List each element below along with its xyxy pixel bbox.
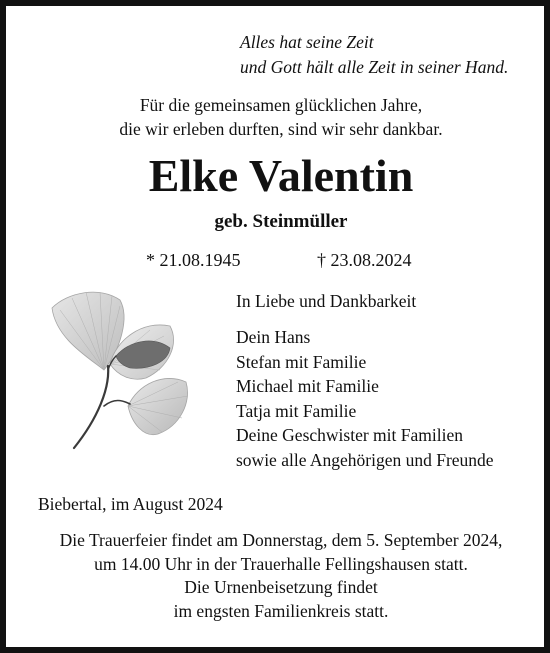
mourner-item: Dein Hans bbox=[236, 327, 311, 347]
closing-phrase: In Liebe und Dankbarkeit bbox=[236, 291, 417, 311]
motto-line-2: und Gott hält alle Zeit in seiner Hand. bbox=[240, 57, 509, 77]
gratitude-line-2: die wir erleben durften, sind wir sehr dankbar. bbox=[119, 119, 443, 139]
service-information bbox=[6, 529, 550, 623]
mourners-list bbox=[236, 325, 494, 473]
death-date: † 23.08.2024 bbox=[317, 250, 412, 270]
service-line-4: im engsten Familienkreis statt. bbox=[173, 600, 389, 621]
mourner-item: Stefan mit Familie bbox=[236, 351, 367, 372]
gratitude-text bbox=[6, 93, 550, 141]
birth-date: * 21.08.1945 bbox=[146, 250, 241, 270]
place-and-date: Biebertal, im August 2024 bbox=[38, 494, 223, 514]
motto-line-1: Alles hat seine Zeit bbox=[240, 32, 374, 52]
gratitude-line-1: Für die gemeinsamen glücklichen Jahre, bbox=[139, 95, 423, 115]
motto bbox=[240, 30, 508, 80]
mourner-item: Deine Geschwister mit Familien bbox=[236, 425, 463, 446]
service-line-1: Die Trauerfeier findet am Donnerstag, dem 5. September 2024, bbox=[59, 530, 503, 550]
mourner-item: Tatja mit Familie bbox=[236, 400, 357, 421]
mourner-item: sowie alle Angehörigen und Freunde bbox=[236, 449, 494, 470]
service-line-3: Die Urnenbeisetzung findet bbox=[184, 577, 378, 597]
mourner-item: Michael mit Familie bbox=[236, 376, 379, 397]
deceased-name: Elke Valentin bbox=[148, 150, 414, 201]
ginkgo-leaves-icon bbox=[46, 278, 196, 456]
service-line-2: um 14.00 Uhr in der Trauerhalle Fellingshausen statt. bbox=[94, 553, 468, 574]
birth-name: geb. Steinmüller bbox=[214, 211, 348, 232]
